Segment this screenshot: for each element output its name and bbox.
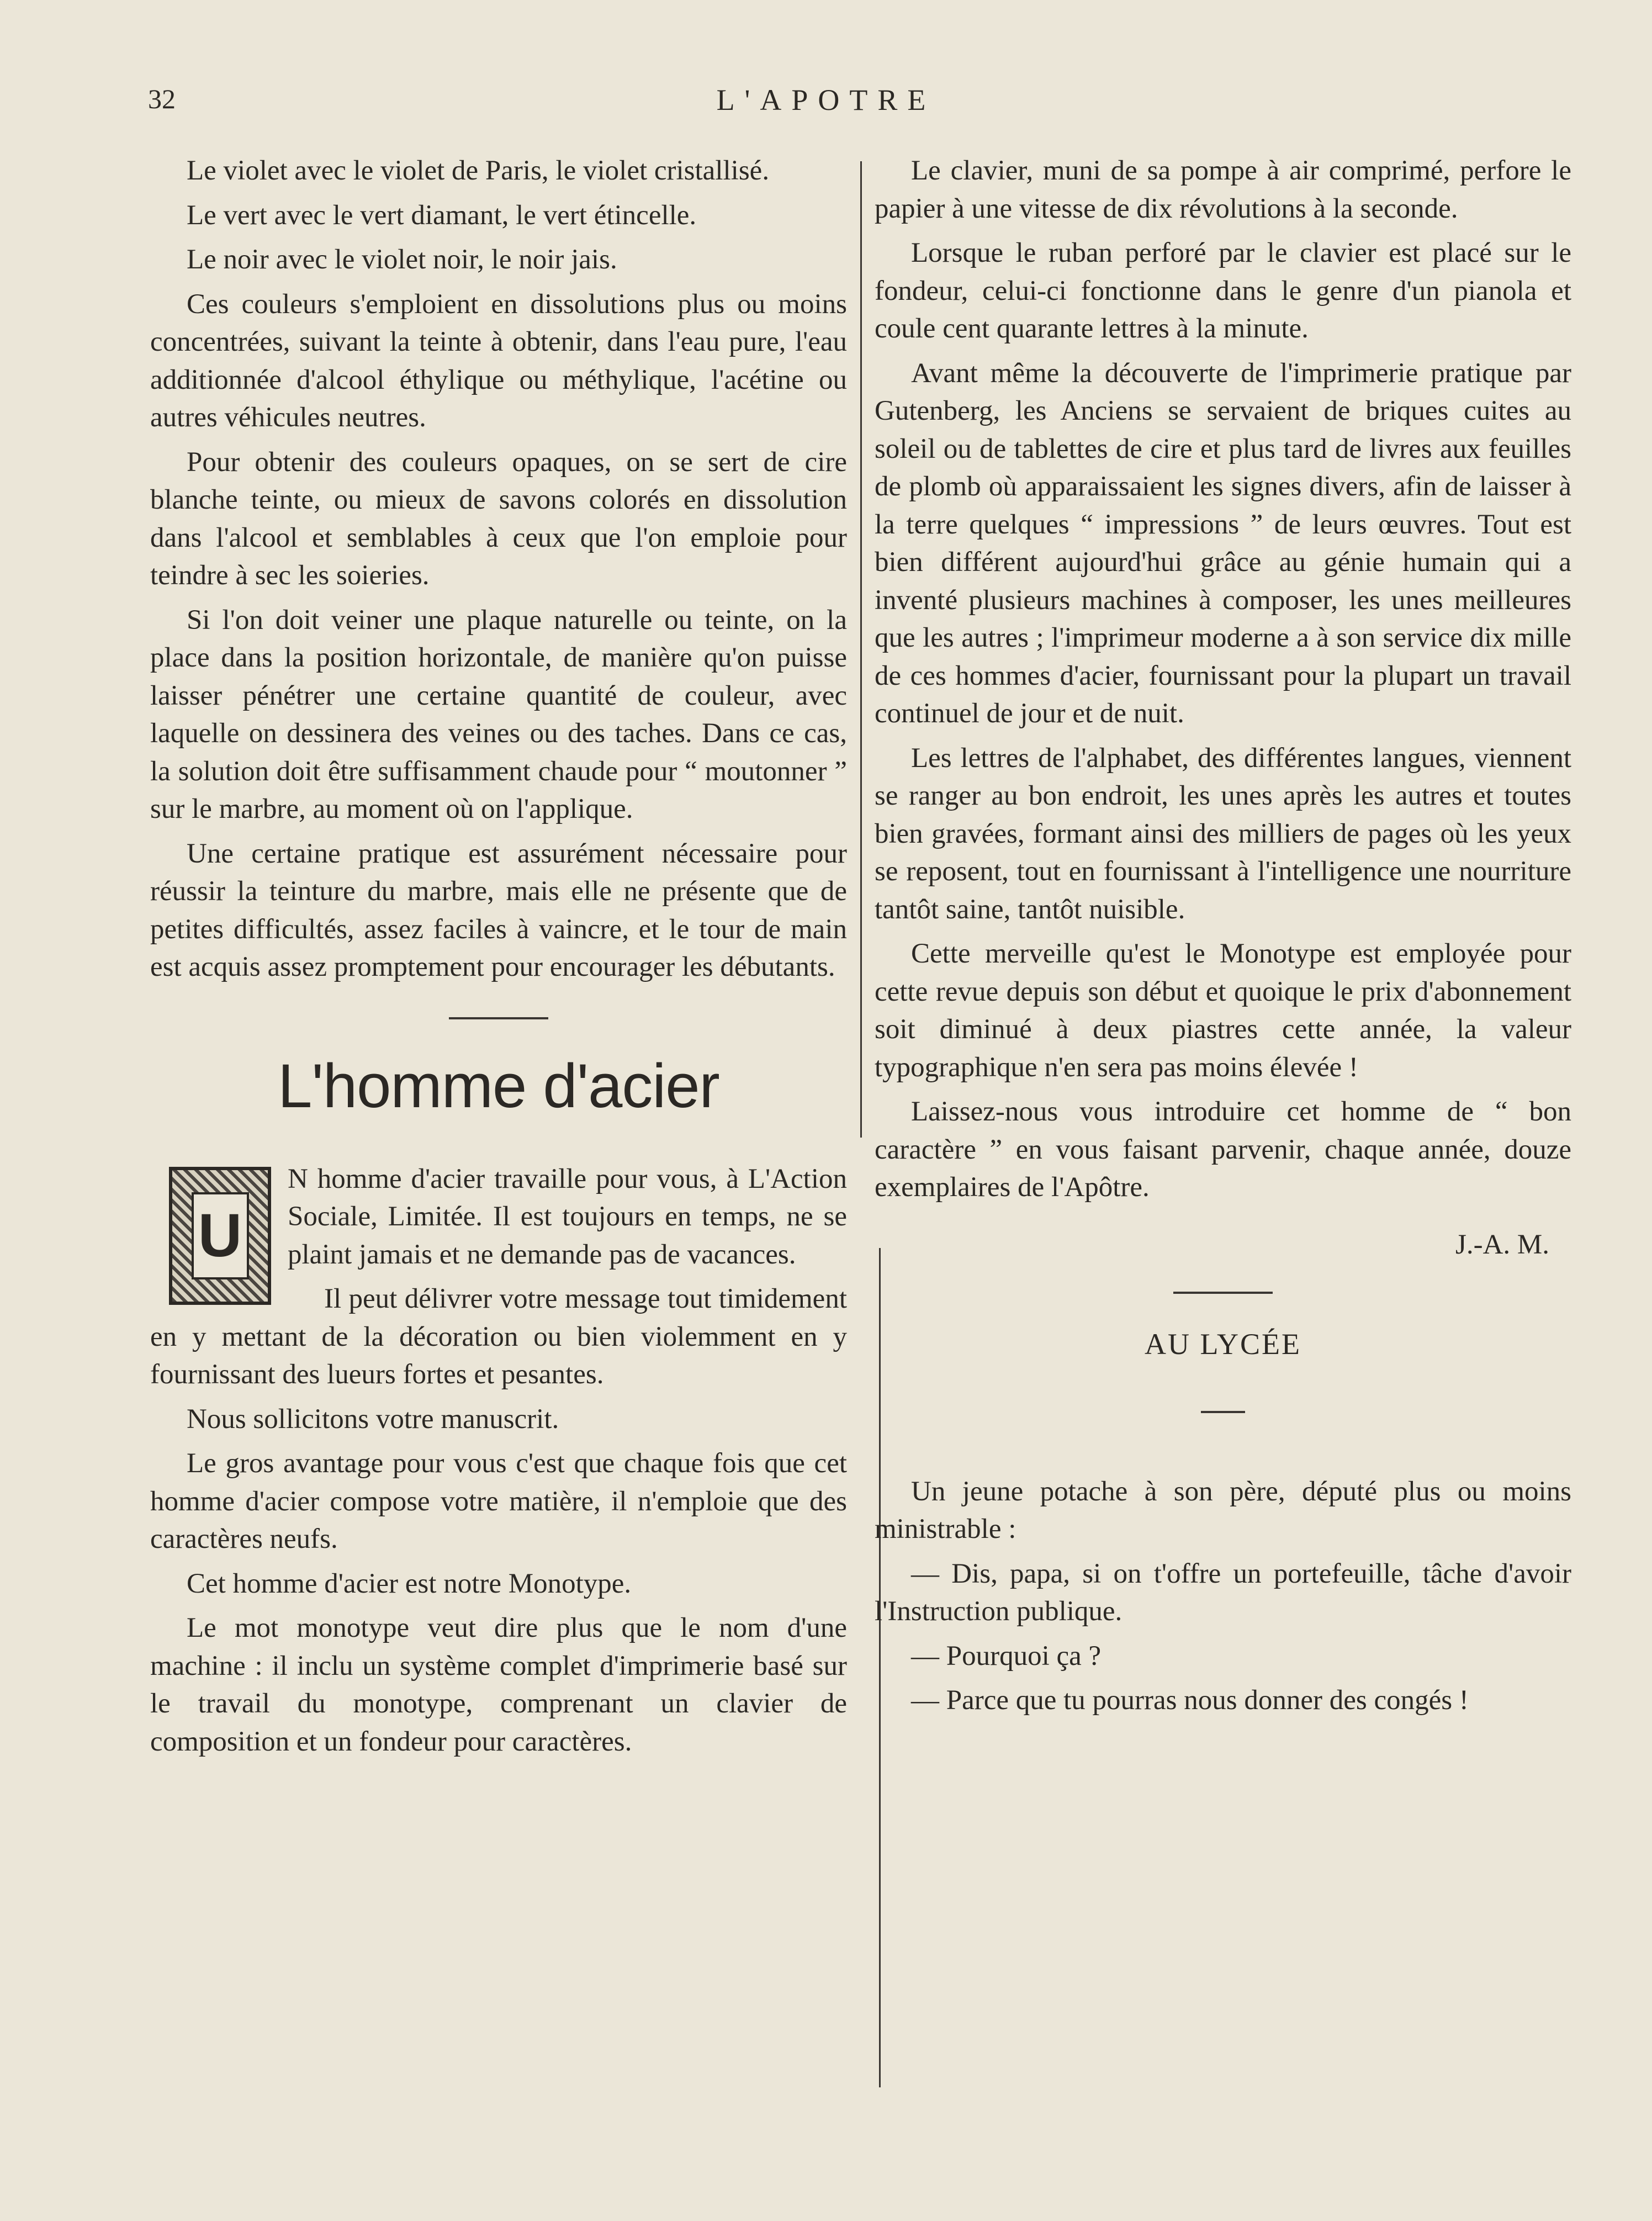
dialogue-line: — Dis, papa, si on t'offre un portefeuille, tâche d'avoir l'Instruction publique. — [875, 1558, 1571, 1627]
section-title: AU LYCÉE — [1144, 1327, 1302, 1361]
paragraph: Le violet avec le violet de Paris, le violet cristallisé. — [187, 155, 770, 186]
paragraph: Cette merveille qu'est le Monotype est employée pour cette revue depuis son début et quoique le prix d'abonnement soit diminué à deux piastres cette année, la valeur typographique n'en sera pas moins élevée ! — [875, 938, 1571, 1083]
paragraph: Nous sollicitons votre manuscrit. — [187, 1403, 559, 1435]
dialogue-line: — Pourquoi ça ? — [911, 1640, 1102, 1672]
paragraph: N homme d'acier travaille pour vous, à L'Action Sociale, Limitée. Il est toujours en temps, ne se plaint jamais et ne demande pas de vacances. — [288, 1163, 847, 1270]
paragraph: Une certaine pratique est assurément nécessaire pour réussir la teinture du marbre, mais elle ne présente que de petites difficultés, assez faciles à vaincre, et le tour de main est acquis assez promptement pour encourager les débutants. — [150, 838, 847, 982]
paragraph: Le gros avantage pour vous c'est que chaque fois que cet homme d'acier compose votre matière, il n'emploie que des caractères neufs. — [150, 1448, 847, 1554]
drop-cap-letter: U — [192, 1192, 249, 1279]
paragraph: Avant même la découverte de l'imprimerie pratique par Gutenberg, les Anciens se servaient de briques cuites au soleil ou de tablettes de cire et plus tard de livres aux feuilles de plomb où apparaissaient les signes divers, afin de laisser à la terre quelques “ impressions ” de leurs œuvres. Tout est bien différent aujourd'hui grâce au génie humain qui a inventé plusieurs machines à composer, les unes meilleures que les autres ; l'imprimeur moderne a à son service dix mille de ces hommes d'acier, fournissant pour la plupart un travail continuel de jour et de nuit. — [875, 357, 1571, 729]
left-column — [150, 152, 847, 1767]
dialogue-line: — Parce que tu pourras nous donner des congés ! — [911, 1685, 1469, 1716]
paragraph: Lorsque le ruban perforé par le clavier est placé sur le fondeur, celui-ci fonctionne dans le genre d'un pianola et coule cent quarante lettres à la minute. — [875, 237, 1571, 344]
article-intro — [150, 1160, 847, 1274]
section-separator — [449, 1017, 548, 1019]
signature: J.-A. M. — [1455, 1229, 1549, 1260]
paragraph: Un jeune potache à son père, député plus ou moins ministrable : — [875, 1476, 1571, 1545]
article-title: L'homme d'acier — [278, 1051, 719, 1120]
paragraph: Pour obtenir des couleurs opaques, on se sert de cire blanche teinte, ou mieux de savons colorés en dissolution dans l'alcool et semblables à ceux que l'on emploie pour teindre à sec les soieries. — [150, 446, 847, 591]
right-column — [875, 152, 1571, 1726]
paragraph: Laissez-nous vous introduire cet homme de “ bon caractère ” en vous faisant parvenir, chaque année, douze exemplaires de l'Apôtre. — [875, 1096, 1571, 1203]
title-underline — [1201, 1411, 1245, 1413]
drop-cap-ornament — [169, 1167, 271, 1305]
paragraph: Le noir avec le violet noir, le noir jais. — [187, 244, 617, 275]
page-header — [0, 83, 1652, 121]
paragraph: Le vert avec le vert diamant, le vert étincelle. — [187, 199, 697, 231]
paragraph: Si l'on doit veiner une plaque naturelle ou teinte, on la place dans la position horizontale, de manière qu'on puisse laisser pénétrer une certaine quantité de couleur, avec laquelle on dessinera des veines ou des taches. Dans ce cas, la solution doit être suffisamment chaude pour “ moutonner ” sur le marbre, au moment où on l'applique. — [150, 604, 847, 824]
paragraph: Le clavier, muni de sa pompe à air comprimé, perfore le papier à une vitesse de dix révolutions à la seconde. — [875, 155, 1571, 224]
column-divider-upper — [860, 161, 862, 1138]
page-number: 32 — [148, 83, 176, 114]
paragraph: Ces couleurs s'emploient en dissolutions plus ou moins concentrées, suivant la teinte à obtenir, dans l'eau pure, l'eau additionnée d'alcool éthylique ou méthylique, l'acétine ou autres véhicules neutres. — [150, 288, 847, 433]
paragraph: Il peut délivrer votre message tout timidement en y mettant de la décoration ou bien violemment en y fournissant des lueurs fortes et pesantes. — [150, 1283, 847, 1390]
running-title: L'APOTRE — [716, 83, 936, 117]
paragraph: Le mot monotype veut dire plus que le nom d'une machine : il inclu un système complet d'imprimerie basé sur le travail du monotype, comprenant un clavier de composition et un fondeur pour caractères. — [150, 1612, 847, 1757]
paragraph: Les lettres de l'alphabet, des différentes langues, viennent se ranger au bon endroit, les unes après les autres et toutes bien gravées, formant ainsi des milliers de pages où les yeux se reposent, tout en fournissant à l'intelligence une nourriture tantôt saine, tantôt nuisible. — [875, 742, 1571, 925]
section-separator — [1173, 1292, 1273, 1294]
paragraph: Cet homme d'acier est notre Monotype. — [187, 1568, 632, 1599]
